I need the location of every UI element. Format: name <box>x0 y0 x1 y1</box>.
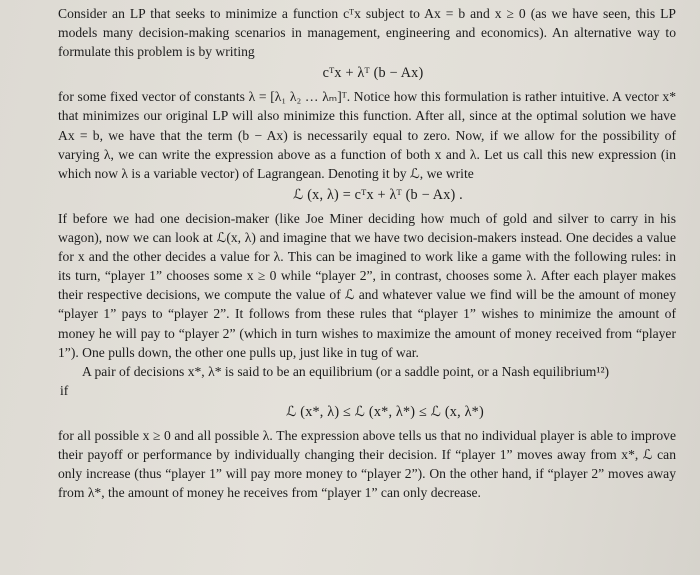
paragraph-intro: Consider an LP that seeks to minimize a function cᵀx subject to Ax = b and x ≥ 0 (as we have seen, this LP models many decision-making scenarios in management, engineering and economics). An alternative way to formulate this problem is by writing <box>58 6 676 60</box>
paragraph-equilibrium: A pair of decisions x*, λ* is said to be an equilibrium (or a saddle point, or a Nash equilibrium¹²) <box>82 363 610 379</box>
if-word: if <box>60 382 69 398</box>
equation-linear-form: cᵀx + λᵀ (b − Ax) <box>322 65 424 82</box>
paragraph-conclusion: for all possible x ≥ 0 and all possible λ. The expression above tells us that no individual player is able to improve their payoff or performance by individually changing their decision. If “player 1” moves away from x*, ℒ can only increase (thus “player 1” will pay more money to “player 2”). On the other hand, if “player 2” moves away from λ*, the amount of money he receives from “player 1” can only decrease. <box>58 427 676 501</box>
equation-saddle-point: ℒ (x*, λ) ≤ ℒ (x*, λ*) ≤ ℒ (x, λ*) <box>286 403 484 420</box>
page-text <box>58 4 676 502</box>
equation-lagrangean: ℒ (x, λ) = cᵀx + λᵀ (b − Ax) . <box>293 186 463 203</box>
paragraph-game: If before we had one decision-maker (like Joe Miner deciding how much of gold and silver to carry in his wagon), now we can look at ℒ(x, λ) and imagine that we have two decision-makers instead. One decides a value for x and the other decides a value for λ. This can be imagined to work like a game with the following rules: in its turn, “player 1” chooses some x ≥ 0 while “player 2”, in contrast, chooses some λ. After each player makes their respective decisions, we compute the value of ℒ and whatever value we find will be the amount of money “player 1” pays to “player 2”. It follows from these rules that “player 1” wishes to minimize the amount of money he will pay to “player 2” (which in turn wishes to maximize the amount of money received from “player 1”). One pulls down, the other one pulls up, just like in tug of war. <box>58 210 676 360</box>
paragraph-lagrangean: for some fixed vector of constants λ = [λ₁ λ₂ … λₘ]ᵀ. Notice how this formulation is rather intuitive. A vector x* that minimizes our original LP will also minimize this function. After all, since at the optimal solution we have Ax = b, we have that the term (b − Ax) is necessarily equal to zero. Now, if we allow for the possibility of varying λ, we can write the expression above as a function of both x and λ. Let us call this new expression (in which now λ is a variable vector) of Lagrangean. Denoting it by ℒ, we write <box>58 89 676 181</box>
